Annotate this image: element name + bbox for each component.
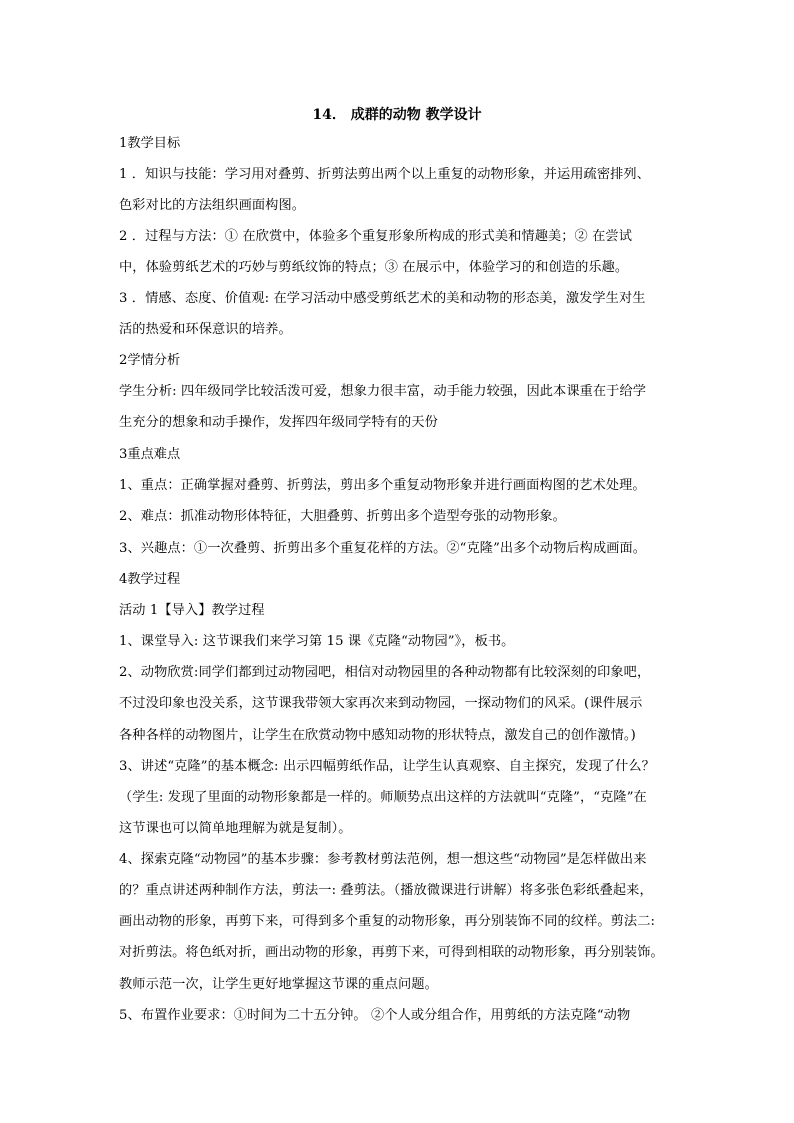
key-point-2: 2、难点：抓准动物形体特征，大胆叠剪、折剪出多个造型夸张的动物形象。	[119, 509, 566, 524]
goal-3-line-2: 活的热爱和环保意识的培养。	[119, 322, 292, 337]
goal-3-line-1: 3 ．情感、态度、价值观: 在学习活动中感受剪纸艺术的美和动物的形态美，激发学生对生	[119, 291, 646, 306]
process-step-2-line-1: 2、动物欣赏:同学们都到过动物园吧，相信对动物园里的各种动物都有比较深刻的印象吧，	[119, 665, 651, 680]
process-step-2-line-2: 不过没印象也没关系，这节课我带领大家再次来到动物园，一探动物们的风采。(课件展示	[119, 696, 643, 711]
process-step-1: 1、课堂导入: 这节课我们来学习第 15 课《克隆“动物园”》，板书。	[119, 634, 515, 649]
document-title: 14． 成群的动物 教学设计	[312, 107, 482, 123]
process-step-4-line-3: 画出动物的形象，再剪下来，可得到多个重复的动物形象，再分别装饰不同的纹样。剪法二:	[119, 914, 656, 929]
goal-1-line-2: 色彩对比的方法组织画面构图。	[119, 198, 306, 213]
analysis-line-2: 生充分的想象和动手操作，发挥四年级同学特有的天份	[119, 415, 438, 430]
section-heading-process: 4教学过程	[119, 572, 181, 587]
section-heading-key-points: 3重点难点	[119, 447, 181, 462]
process-step-3-line-3: 这节课也可以简单地理解为就是复制）。	[119, 821, 352, 836]
process-step-4-line-4: 对折剪法。将色纸对折，画出动物的形象，再剪下来，可得到相联的动物形象，再分别装饰。	[119, 945, 664, 960]
process-step-4-line-5: 教师示范一次，让学生更好地掌握这节课的重点问题。	[119, 977, 438, 992]
process-step-4-line-1: 4、探索克隆“动物园”的基本步骤：参考教材剪法范例，想一想这些“动物园”是怎样做出来	[119, 852, 647, 867]
goal-2-line-1: 2 ．过程与方法：① 在欣赏中，体验多个重复形象所构成的形式美和情趣美；② 在尝试	[119, 229, 632, 244]
activity-1-heading: 活动 1【导入】教学过程	[119, 603, 265, 618]
process-step-3-line-1: 3、讲述“克隆”的基本概念: 出示四幅剪纸作品，让学生认真观察、自主探究，发现了什么？	[119, 759, 655, 774]
section-heading-analysis: 2学情分析	[119, 353, 181, 368]
process-step-5-line-1: 5、布置作业要求：①时间为二十五分钟。 ②个人或分组合作，用剪纸的方法克隆“动物	[119, 1008, 631, 1023]
goal-2-line-2: 中，体验剪纸艺术的巧妙与剪纸纹饰的特点；③ 在展示中，体验学习的和创造的乐趣。	[119, 260, 629, 275]
section-heading-objectives: 1教学目标	[119, 136, 181, 151]
process-step-2-line-3: 各种各样的动物图片，让学生在欣赏动物中感知动物的形状特点，激发自己的创作激情。)	[119, 728, 636, 743]
process-step-3-line-2: （学生: 发现了里面的动物形象都是一样的。师顺势点出这样的方法就叫“克隆”，“克隆”在	[119, 790, 647, 805]
key-point-3: 3、兴趣点：①一次叠剪、折剪出多个重复花样的方法。②“克隆”出多个动物后构成画面。	[119, 541, 647, 556]
goal-1-line-1: 1 ．知识与技能：学习用对叠剪、折剪法剪出两个以上重复的动物形象，并运用疏密排列、	[119, 167, 650, 182]
key-point-1: 1、重点：正确掌握对叠剪、折剪法，剪出多个重复动物形象并进行画面构图的艺术处理。	[119, 478, 646, 493]
analysis-line-1: 学生分析: 四年级同学比较活泼可爱，想象力很丰富，动手能力较强，因此本课重在于给学	[119, 384, 647, 399]
process-step-4-line-2: 的？重点讲述两种制作方法，剪法一: 叠剪法。（播放微课进行讲解）将多张色彩纸叠起来，	[119, 883, 653, 898]
